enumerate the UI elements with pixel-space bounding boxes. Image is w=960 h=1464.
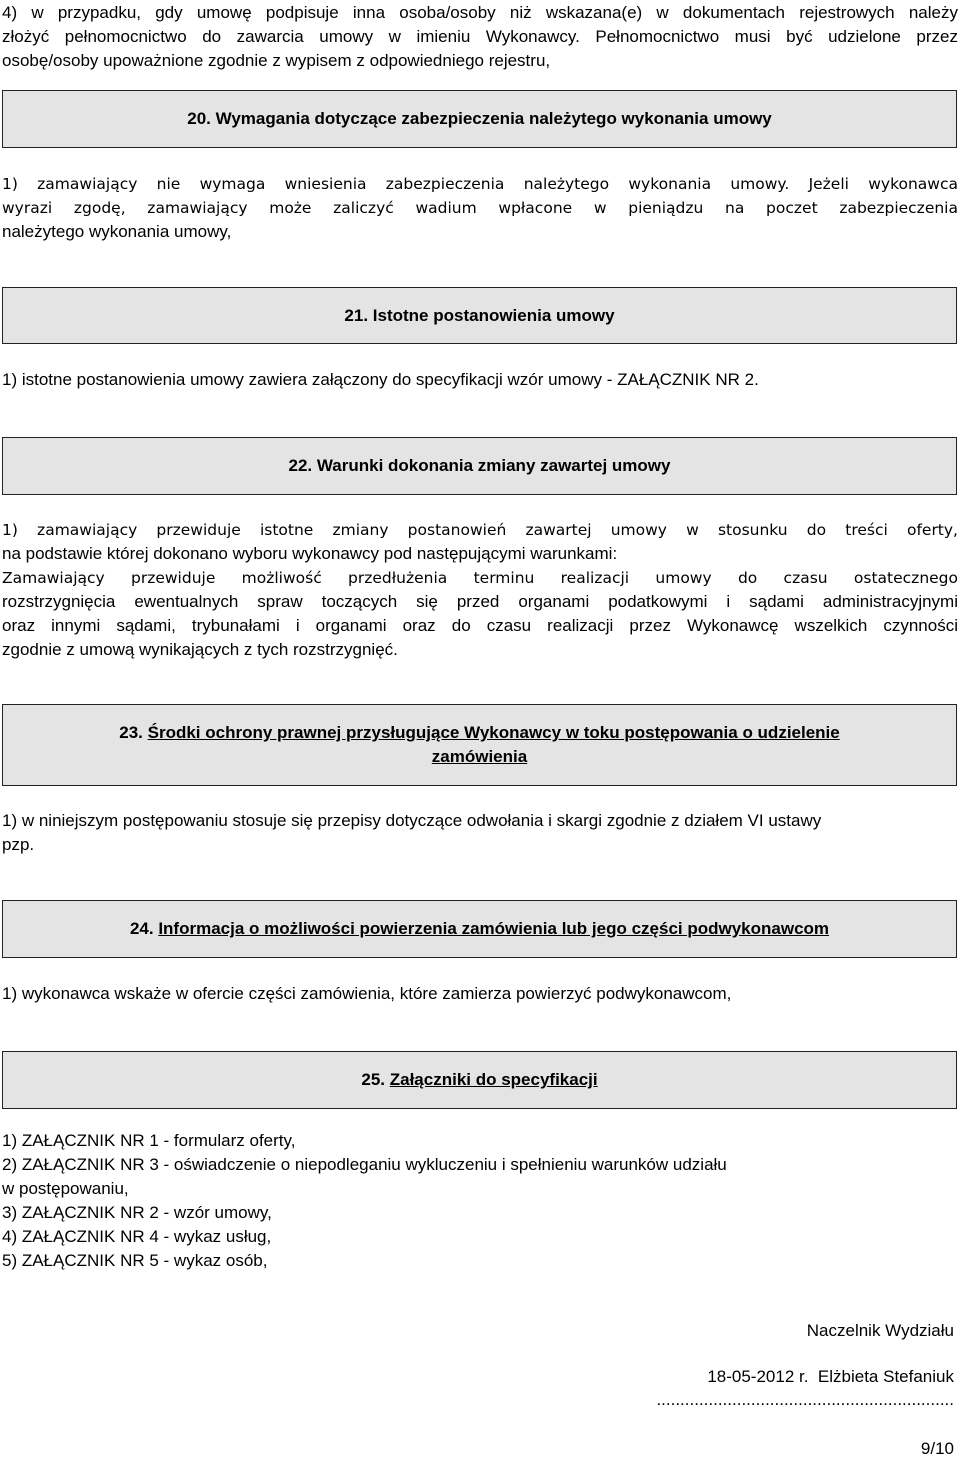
section-number: 23. [119,723,143,742]
list-item: 5) ZAŁĄCZNIK NR 5 - wykaz osób, [2,1251,268,1270]
section-title-line-1: Środki ochrony prawnej przysługujące Wykonawcy w toku postępowania o udzielenie [147,723,840,742]
section-25-body [2,1129,958,1273]
text-line: 1) zamawiający nie wymaga wniesienia zabezpieczenia należytego wykonania umowy. Jeżeli wykonawca [2,175,958,193]
list-item: w postępowaniu, [2,1179,129,1198]
section-number: 21. [344,305,369,325]
text-line: 1) zamawiający przewiduje istotne zmiany postanowień zawartej umowy w stosunku do treści oferty, [2,521,958,539]
text-line: 4) w przypadku, gdy umowę podpisuje inna osoba/osoby niż wskazana(e) w dokumentach rejestrowych należy [2,3,958,22]
section-number: 24. [129,919,154,938]
text-line: 1) wykonawca wskaże w ofercie części zamówienia, które zamierza powierzyć podwykonawcom, [2,984,732,1003]
section-23-body [2,809,958,857]
text-line: rozstrzygnięcia ewentualnych spraw toczących się przed organami podatkowymi i sądami administracyjnymi [2,592,958,611]
section-24-header [2,900,957,958]
section-25-header [2,1051,957,1109]
section-24-body [2,982,958,1006]
section-title: Istotne postanowienia umowy [372,305,615,325]
section-title: Wymagania dotyczące zabezpieczenia należytego wykonania umowy [215,109,772,128]
section-number: 20. [187,109,211,128]
text-line: osobę/osoby upoważnione zgodnie z wypisem z odpowiedniego rejestru, [2,51,551,70]
section-20-header [2,90,957,148]
list-item: 3) ZAŁĄCZNIK NR 2 - wzór umowy, [2,1203,272,1222]
text-line: Zamawiający przewiduje możliwość przedłużenia terminu realizacji umowy do czasu ostatecznego [2,569,958,587]
section-21-header [2,287,957,344]
text-line: należytego wykonania umowy, [2,222,232,241]
section-22-body [2,518,958,662]
section-23-header [2,704,957,786]
signature-role: Naczelnik Wydziału [806,1321,954,1340]
text-line: na podstawie której dokonano wyboru wykonawcy pod następującymi warunkami: [2,544,618,563]
text-line: 1) istotne postanowienia umowy zawiera załączony do specyfikacji wzór umowy - ZAŁĄCZNIK NR 2. [2,370,759,389]
section-20-body [2,172,958,244]
list-item: 1) ZAŁĄCZNIK NR 1 - formularz oferty, [2,1131,296,1150]
list-item: 4) ZAŁĄCZNIK NR 4 - wykaz usług, [2,1227,272,1246]
text-line: pzp. [2,835,35,854]
section-title: Warunki dokonania zmiany zawartej umowy [316,456,671,475]
text-line: złożyć pełnomocnictwo do zawarcia umowy w imieniu Wykonawcy. Pełnomocnictwo musi być udzielone przez [2,27,958,46]
list-item: 2) ZAŁĄCZNIK NR 3 - oświadczenie o niepodleganiu wykluczeniu i spełnieniu warunków udziału [2,1155,727,1174]
section-22-header [2,437,957,495]
text-line: zgodnie z umową wynikających z tych rozstrzygnięć. [2,640,398,659]
intro-paragraph [2,1,958,73]
section-title: Informacja o możliwości powierzenia zamówienia lub jego części podwykonawcom [158,919,830,938]
section-number: 25. [361,1070,386,1089]
section-title: Załączniki do specyfikacji [389,1070,598,1089]
signature-date-name: 18-05-2012 r. Elżbieta Stefaniuk [707,1367,954,1386]
section-number: 22. [288,456,313,475]
section-title-line-2: zamówienia [431,747,528,766]
text-line: oraz innymi sądami, trybunałami i organami oraz do czasu realizacji przez Wykonawcę wszelkich czynności [2,616,958,635]
page-number: 9/10 [920,1439,954,1458]
text-line: wyrazi zgodę, zamawiający może zaliczyć wadium wpłacone w pieniądzu na poczet zabezpieczenia [2,199,958,217]
section-21-body [2,368,958,392]
text-line: 1) w niniejszym postępowaniu stosuje się przepisy dotyczące odwołania i skargi zgodnie z działem VI ustawy [2,811,822,830]
signature-dots: ............................................................... [656,1390,954,1409]
